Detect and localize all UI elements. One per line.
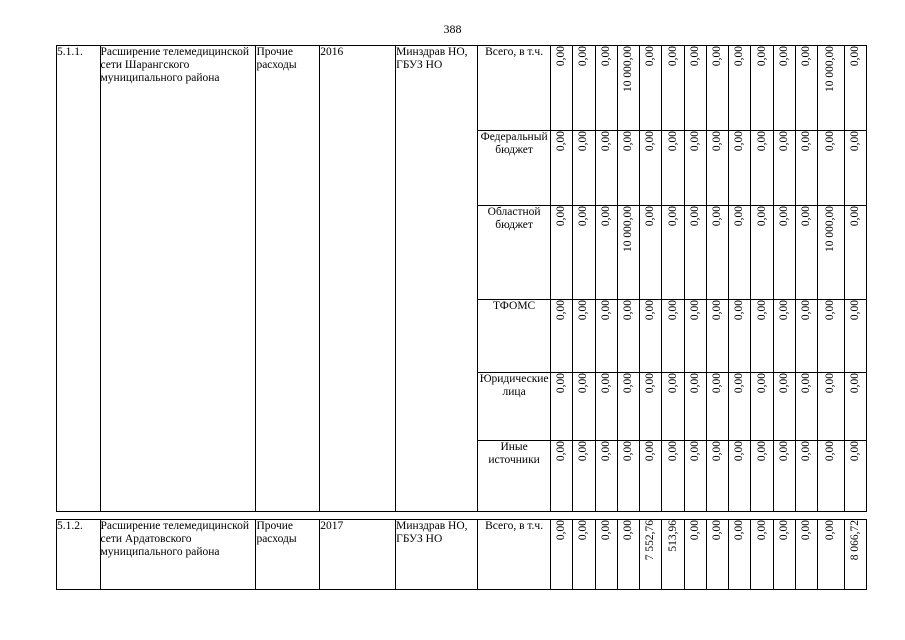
value-text: 0,00: [555, 206, 568, 227]
value-text: 0,00: [755, 373, 768, 394]
value-cell: [844, 300, 866, 373]
value-cell: [706, 441, 728, 512]
value-text: 0,00: [688, 131, 701, 152]
value-text: 0,00: [711, 300, 724, 321]
value-cell: [795, 373, 817, 441]
value-cell: [706, 206, 728, 300]
value-text: 0,00: [666, 131, 679, 152]
value-text: 0,00: [599, 131, 612, 152]
value-cell: [551, 520, 573, 590]
value-text: 0,00: [824, 373, 837, 394]
value-text: 0,00: [755, 46, 768, 67]
value-text: 10 000,00: [824, 206, 837, 252]
value-text: 0,00: [577, 131, 590, 152]
budget-table: [56, 45, 867, 590]
value-cell: [551, 373, 573, 441]
value-text: 0,00: [599, 300, 612, 321]
value-text: 0,00: [733, 46, 746, 67]
value-text: 0,00: [666, 300, 679, 321]
value-cell: [684, 373, 706, 441]
value-text: 0,00: [621, 131, 634, 152]
page-number: 388: [443, 22, 462, 36]
value-text: 0,00: [848, 46, 861, 67]
value-cell: [595, 520, 617, 590]
value-cell: [844, 373, 866, 441]
value-text: 10 000,00: [824, 46, 837, 92]
value-cell: [640, 373, 662, 441]
value-text: 0,00: [711, 46, 724, 67]
value-text: 0,00: [824, 520, 837, 541]
funding-source-label: Всего, в т.ч.: [478, 520, 551, 590]
value-text: 0,00: [688, 300, 701, 321]
value-cell: [795, 206, 817, 300]
value-text: 0,00: [666, 206, 679, 227]
value-text: 0,00: [577, 206, 590, 227]
value-cell: [617, 131, 639, 206]
value-text: 0,00: [621, 300, 634, 321]
value-cell: [751, 373, 773, 441]
value-text: 0,00: [800, 520, 813, 541]
value-cell: [773, 46, 795, 131]
value-text: 0,00: [577, 300, 590, 321]
value-text: 0,00: [555, 300, 568, 321]
expense-category: Прочие расходы: [256, 520, 320, 590]
value-text: 0,00: [577, 373, 590, 394]
value-text: 0,00: [733, 520, 746, 541]
value-text: 0,00: [711, 441, 724, 462]
value-text: 0,00: [800, 373, 813, 394]
value-text: 10 000,00: [621, 46, 634, 92]
value-cell: [818, 441, 844, 512]
table-row: [57, 520, 867, 590]
value-cell: [773, 441, 795, 512]
value-text: 0,00: [688, 206, 701, 227]
value-text: 0,00: [644, 373, 657, 394]
value-text: 0,00: [577, 46, 590, 67]
value-cell: [795, 441, 817, 512]
value-cell: [773, 373, 795, 441]
table-row: [57, 46, 867, 131]
value-text: 0,00: [599, 441, 612, 462]
value-cell: [684, 520, 706, 590]
value-text: 0,00: [777, 206, 790, 227]
value-text: 8 066,72: [848, 520, 861, 561]
value-cell: [684, 46, 706, 131]
value-cell: [773, 206, 795, 300]
value-text: 0,00: [848, 206, 861, 227]
value-cell: [729, 373, 751, 441]
value-cell: [573, 46, 595, 131]
value-cell: [751, 46, 773, 131]
value-text: 0,00: [777, 373, 790, 394]
item-code: 5.1.2.: [57, 520, 101, 590]
value-cell: [795, 520, 817, 590]
value-cell: [706, 300, 728, 373]
value-cell: [818, 520, 844, 590]
value-cell: [795, 131, 817, 206]
value-text: 0,00: [644, 441, 657, 462]
value-text: 0,00: [577, 441, 590, 462]
value-text: 0,00: [755, 520, 768, 541]
value-cell: [729, 206, 751, 300]
value-cell: [640, 206, 662, 300]
value-text: 0,00: [848, 131, 861, 152]
funding-source-label: Федеральный бюджет: [478, 131, 551, 206]
value-cell: [617, 373, 639, 441]
value-text: 0,00: [599, 373, 612, 394]
row-gap: [57, 512, 867, 520]
funding-source-label: Иные источники: [478, 441, 551, 512]
value-text: 10 000,00: [621, 206, 634, 252]
value-cell: [551, 300, 573, 373]
value-text: 0,00: [755, 300, 768, 321]
value-text: 0,00: [555, 441, 568, 462]
funding-source-label: Всего, в т.ч.: [478, 46, 551, 131]
value-text: 0,00: [848, 441, 861, 462]
value-cell: [551, 46, 573, 131]
value-text: 0,00: [711, 373, 724, 394]
value-text: 0,00: [755, 441, 768, 462]
value-cell: [684, 441, 706, 512]
value-cell: [573, 300, 595, 373]
funding-source-label: ТФОМС: [478, 300, 551, 373]
value-cell: [706, 520, 728, 590]
value-text: 0,00: [555, 131, 568, 152]
value-cell: [706, 46, 728, 131]
value-cell: [751, 206, 773, 300]
value-cell: [662, 131, 684, 206]
value-cell: [662, 520, 684, 590]
value-text: 0,00: [800, 206, 813, 227]
value-cell: [617, 441, 639, 512]
value-cell: [773, 131, 795, 206]
item-year: 2016: [320, 46, 396, 512]
value-cell: [729, 300, 751, 373]
value-cell: [729, 46, 751, 131]
value-text: 0,00: [621, 373, 634, 394]
value-cell: [551, 441, 573, 512]
value-text: 0,00: [848, 373, 861, 394]
value-cell: [773, 520, 795, 590]
funding-source-label: Областной бюджет: [478, 206, 551, 300]
value-cell: [844, 131, 866, 206]
value-text: 0,00: [848, 300, 861, 321]
value-text: 0,00: [644, 206, 657, 227]
value-cell: [595, 300, 617, 373]
value-cell: [844, 46, 866, 131]
value-text: 0,00: [711, 520, 724, 541]
value-text: 0,00: [733, 373, 746, 394]
value-cell: [844, 441, 866, 512]
value-text: 0,00: [555, 520, 568, 541]
value-cell: [595, 441, 617, 512]
value-text: 0,00: [555, 373, 568, 394]
value-text: 0,00: [777, 441, 790, 462]
value-cell: [662, 373, 684, 441]
value-text: 0,00: [621, 441, 634, 462]
value-cell: [706, 131, 728, 206]
value-cell: [751, 300, 773, 373]
value-cell: [595, 46, 617, 131]
value-cell: [595, 206, 617, 300]
value-cell: [617, 206, 639, 300]
value-cell: [551, 206, 573, 300]
value-text: 0,00: [599, 206, 612, 227]
value-text: 0,00: [644, 131, 657, 152]
value-text: 0,00: [666, 46, 679, 67]
value-cell: [595, 131, 617, 206]
value-cell: [818, 131, 844, 206]
value-cell: [662, 441, 684, 512]
item-year: 2017: [320, 520, 396, 590]
item-executor: Минздрав НО, ГБУЗ НО: [396, 46, 478, 512]
value-text: 0,00: [824, 300, 837, 321]
value-cell: [573, 131, 595, 206]
value-cell: [640, 300, 662, 373]
expense-category: Прочие расходы: [256, 46, 320, 512]
value-cell: [684, 206, 706, 300]
value-text: 0,00: [711, 131, 724, 152]
value-cell: [729, 131, 751, 206]
row-gap-cell: [57, 512, 867, 520]
value-cell: [640, 441, 662, 512]
item-name: Расширение телемедицинской сети Ардатовского муниципального района: [100, 520, 256, 590]
value-text: 513,96: [666, 520, 679, 552]
value-cell: [662, 206, 684, 300]
value-cell: [751, 441, 773, 512]
value-cell: [818, 46, 844, 131]
value-cell: [640, 520, 662, 590]
value-text: 0,00: [777, 131, 790, 152]
value-cell: [617, 520, 639, 590]
value-text: 0,00: [599, 520, 612, 541]
value-cell: [640, 131, 662, 206]
value-cell: [684, 300, 706, 373]
value-cell: [818, 206, 844, 300]
value-cell: [573, 373, 595, 441]
value-text: 0,00: [777, 300, 790, 321]
value-cell: [706, 373, 728, 441]
value-text: 0,00: [555, 46, 568, 67]
value-text: 0,00: [733, 131, 746, 152]
value-text: 0,00: [755, 206, 768, 227]
value-cell: [844, 206, 866, 300]
value-text: 0,00: [688, 441, 701, 462]
table-body: [57, 46, 867, 590]
item-name: Расширение телемедицинской сети Шарангского муниципального района: [100, 46, 256, 512]
value-text: 0,00: [777, 46, 790, 67]
value-text: 0,00: [621, 520, 634, 541]
value-cell: [617, 46, 639, 131]
value-cell: [573, 520, 595, 590]
value-text: 0,00: [733, 206, 746, 227]
value-cell: [573, 441, 595, 512]
value-cell: [729, 441, 751, 512]
value-cell: [662, 300, 684, 373]
value-text: 0,00: [688, 46, 701, 67]
value-text: 0,00: [711, 206, 724, 227]
value-text: 7 552,76: [644, 520, 657, 561]
value-cell: [818, 373, 844, 441]
value-text: 0,00: [666, 441, 679, 462]
value-cell: [617, 300, 639, 373]
value-text: 0,00: [755, 131, 768, 152]
value-cell: [818, 300, 844, 373]
item-code: 5.1.1.: [57, 46, 101, 512]
value-cell: [640, 46, 662, 131]
funding-source-label: Юридические лица: [478, 373, 551, 441]
value-text: 0,00: [800, 300, 813, 321]
value-cell: [844, 520, 866, 590]
value-text: 0,00: [577, 520, 590, 541]
value-cell: [795, 46, 817, 131]
value-text: 0,00: [733, 300, 746, 321]
value-cell: [662, 46, 684, 131]
value-cell: [773, 300, 795, 373]
value-text: 0,00: [688, 520, 701, 541]
value-text: 0,00: [733, 441, 746, 462]
value-cell: [751, 131, 773, 206]
value-cell: [684, 131, 706, 206]
value-text: 0,00: [800, 46, 813, 67]
value-text: 0,00: [599, 46, 612, 67]
value-text: 0,00: [824, 441, 837, 462]
value-text: 0,00: [800, 441, 813, 462]
value-text: 0,00: [800, 131, 813, 152]
value-cell: [551, 131, 573, 206]
value-cell: [729, 520, 751, 590]
value-cell: [795, 300, 817, 373]
value-text: 0,00: [688, 373, 701, 394]
value-text: 0,00: [644, 300, 657, 321]
value-text: 0,00: [666, 373, 679, 394]
value-cell: [751, 520, 773, 590]
value-cell: [573, 206, 595, 300]
value-cell: [595, 373, 617, 441]
value-text: 0,00: [824, 131, 837, 152]
value-text: 0,00: [777, 520, 790, 541]
value-text: 0,00: [644, 46, 657, 67]
item-executor: Минздрав НО, ГБУЗ НО: [396, 520, 478, 590]
